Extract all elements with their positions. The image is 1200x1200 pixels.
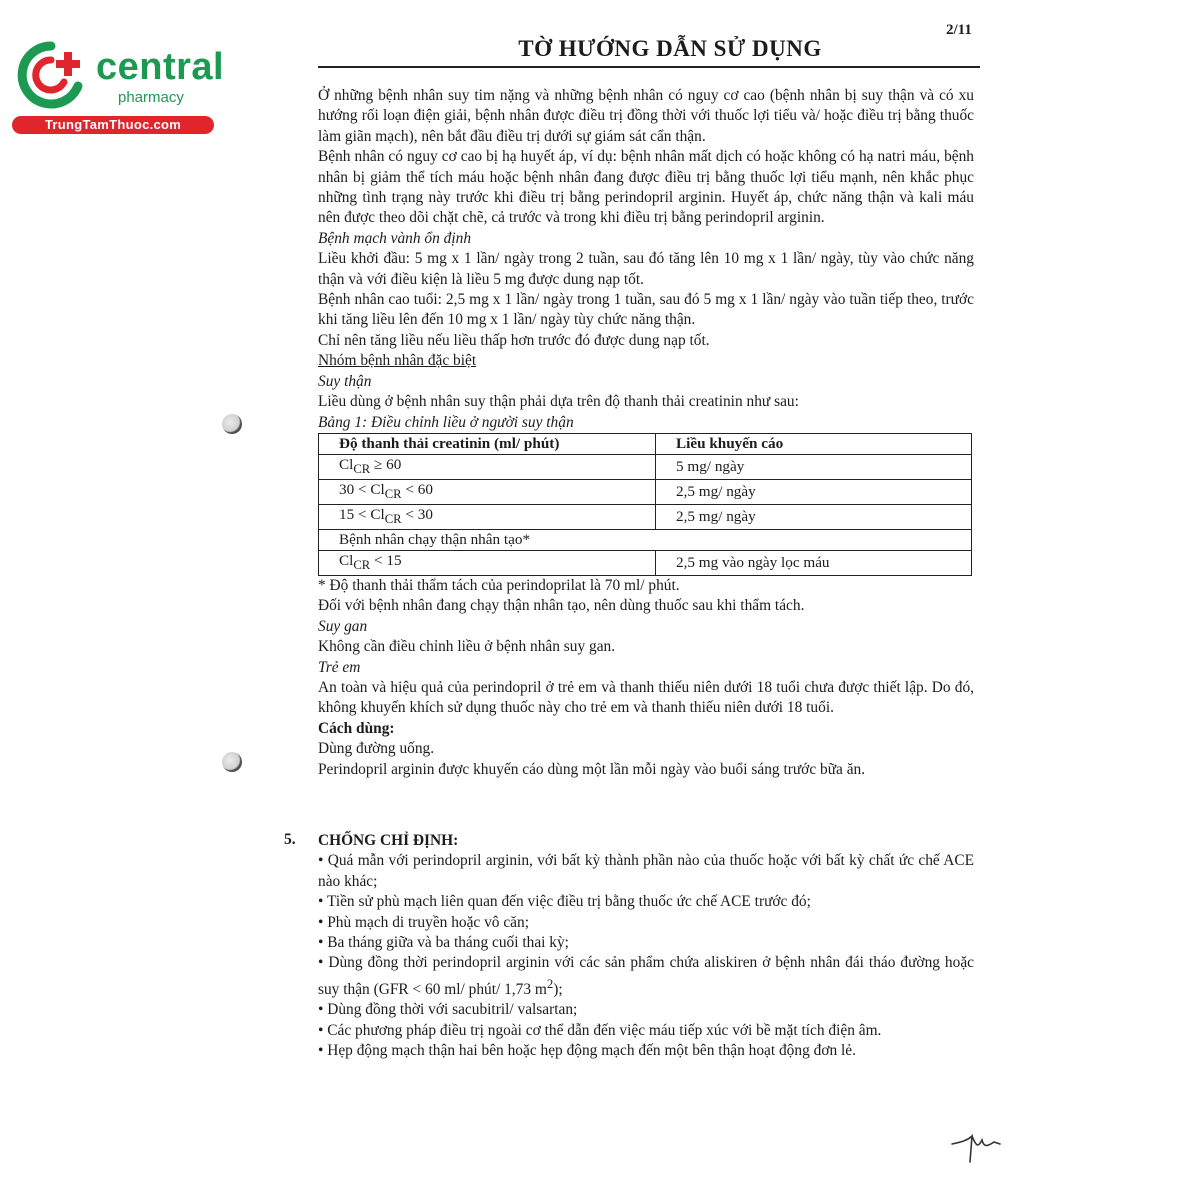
document-body <box>318 86 974 780</box>
dose-cell: 2,5 mg vào ngày lọc máu <box>656 551 972 576</box>
table-row <box>319 504 972 529</box>
list-item: • Dùng đồng thời perindopril arginin với các sản phẩm chứa aliskiren ở bệnh nhân đái tháo đường hoặc suy thận (GFR < 60 ml/ phút/ 1,73 $m^2$); <box>318 954 974 998</box>
table-row <box>319 454 972 479</box>
list-item: • Phù mạch di truyền hoặc vô căn; <box>318 913 529 931</box>
paragraph: Bệnh nhân cao tuổi: 2,5 mg x 1 lần/ ngày trong 1 tuần, sau đó 5 mg x 1 lần/ ngày vào tuần tiếp theo, trước khi tăng liều lên đến 10 mg x 1 lần/ ngày tùy chức năng thận. <box>318 291 974 329</box>
central-pharmacy-logo <box>8 34 225 138</box>
paragraph: Không cần điều chỉnh liều ở bệnh nhân suy gan. <box>318 638 616 656</box>
list-item: • Các phương pháp điều trị ngoài cơ thể dẫn đến việc máu tiếp xúc với bề mặt tích điện âm. <box>318 1021 882 1039</box>
subheading-children: Trẻ em <box>318 658 361 676</box>
table-row-dialysis <box>319 530 972 551</box>
paragraph: Chỉ nên tăng liều nếu liều thấp hơn trước đó được dung nạp tốt. <box>318 331 710 349</box>
clcr-cell: $30 < Cl_{CR} < 60$ <box>319 479 656 504</box>
subheading-special-groups: Nhóm bệnh nhân đặc biệt <box>318 352 477 370</box>
list-item: • Tiền sử phù mạch liên quan đến việc điều trị bằng thuốc ức chế ACE trước đó; <box>318 893 811 911</box>
logo-brand: central <box>96 46 225 88</box>
subheading-stable-cad: Bệnh mạch vành ổn định <box>318 229 472 247</box>
list-item: • Quá mẫn với perindopril arginin, với bất kỳ thành phần nào của thuốc hoặc với bất kỳ chất ức chế ACE nào khác; <box>318 852 974 890</box>
dose-cell: 5 mg/ ngày <box>656 454 972 479</box>
clcr-cell: $15 < Cl_{CR} < 30$ <box>319 504 656 529</box>
section-number: 5. <box>284 831 296 848</box>
renal-dose-table <box>318 433 972 576</box>
section-heading: CHỐNG CHỈ ĐỊNH: <box>318 832 459 849</box>
page-number: 2/11 <box>946 22 972 38</box>
punch-hole-top <box>222 414 242 434</box>
list-item: • Ba tháng giữa và ba tháng cuối thai kỳ; <box>318 934 569 952</box>
paragraph: Dùng đường uống. <box>318 740 435 758</box>
logo-subtitle: pharmacy <box>118 89 184 106</box>
table-header-row <box>319 433 972 454</box>
paragraph: Ở những bệnh nhân suy tim nặng và những bệnh nhân có nguy cơ cao (bệnh nhân bị suy thận và có xu hướng rối loạn điện giải, bệnh nhân được điều trị đồng thời với thuốc lợi tiểu và/ hoặc điều trị bằng thuốc làm giãn mạch), nên bắt đầu điều trị dưới sự giám sát cẩn thận. <box>318 87 974 145</box>
table-caption: Bảng 1: Điều chỉnh liều ở người suy thận <box>318 413 574 431</box>
paragraph: Đối với bệnh nhân đang chạy thận nhân tạo, nên dùng thuốc sau khi thẩm tách. <box>318 597 805 615</box>
subheading-renal: Suy thận <box>318 372 372 390</box>
list-item: • Hẹp động mạch thận hai bên hoặc hẹp động mạch đến một bên thận hoạt động đơn lẻ. <box>318 1042 856 1060</box>
column-header: Độ thanh thải creatinin (ml/ phút) <box>319 433 656 454</box>
subheading-administration: Cách dùng: <box>318 719 395 737</box>
signature-mark <box>948 1122 1004 1170</box>
dose-cell: 2,5 mg/ ngày <box>656 504 972 529</box>
dose-cell: 2,5 mg/ ngày <box>656 479 972 504</box>
document-title: TỜ HƯỚNG DẪN SỬ DỤNG <box>518 36 822 61</box>
punch-hole-bottom <box>222 752 242 772</box>
table-row <box>319 479 972 504</box>
paragraph: Liều dùng ở bệnh nhân suy thận phải dựa trên độ thanh thải creatinin như sau: <box>318 393 799 411</box>
dialysis-cell: Bệnh nhân chạy thận nhân tạo* <box>319 530 972 551</box>
logo-site-link[interactable]: TrungTamThuoc.com <box>12 116 214 134</box>
clcr-cell: $Cl_{CR} < 15$ <box>319 551 656 576</box>
table-footnote: * Độ thanh thải thẩm tách của perindoprilat là 70 ml/ phút. <box>318 577 680 595</box>
pharmacy-cross-icon <box>12 36 90 114</box>
paragraph: Perindopril arginin được khuyến cáo dùng một lần mỗi ngày vào buổi sáng trước bữa ăn. <box>318 760 866 778</box>
table-row <box>319 551 972 576</box>
subheading-hepatic: Suy gan <box>318 617 368 635</box>
paragraph: Liều khởi đầu: 5 mg x 1 lần/ ngày trong 2 tuần, sau đó tăng lên 10 mg x 1 lần/ ngày, tùy vào chức năng thận và với điều kiện là liều 5 mg được dung nạp tốt. <box>318 250 974 288</box>
section-contraindications <box>318 831 974 1062</box>
column-header: Liều khuyến cáo <box>656 433 972 454</box>
list-item: • Dùng đồng thời với sacubitril/ valsartan; <box>318 1001 578 1019</box>
paragraph: Bệnh nhân có nguy cơ cao bị hạ huyết áp, ví dụ: bệnh nhân mất dịch có hoặc không có hạ natri máu, bệnh nhân bị giảm thể tích máu hoặc bệnh nhân đang được điều trị bằng thuốc lợi tiểu mạnh, nên khắc phục những tình trạng này trước khi điều trị bằng perindopril arginin. Huyết áp, chức năng thận và kali máu nên được theo dõi chặt chẽ, cả trước và trong khi điều trị bằng perindopril arginin. <box>318 148 974 227</box>
paragraph: An toàn và hiệu quả của perindopril ở trẻ em và thanh thiếu niên dưới 18 tuổi chưa được thiết lập. Do đó, không khuyến khích sử dụng thuốc này cho trẻ em và thanh thiếu niên dưới 18 tuổi. <box>318 679 974 717</box>
clcr-cell: $Cl_{CR} \ge 60$ <box>319 454 656 479</box>
title-underline <box>318 66 980 68</box>
